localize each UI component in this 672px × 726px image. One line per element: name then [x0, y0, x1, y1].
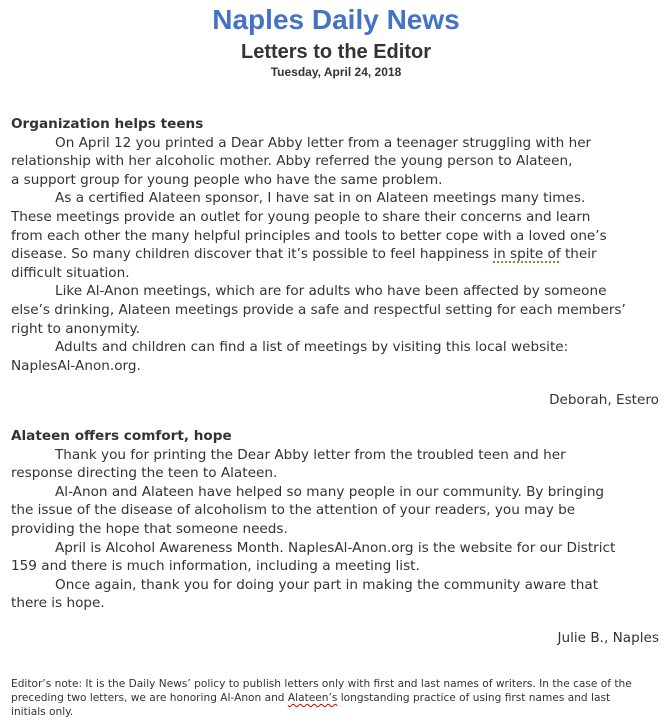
note-line: initials only. [11, 706, 74, 719]
paragraph-line: a support group for young people who have the same problem. [11, 171, 443, 188]
letter-alateen-offers-comfort [11, 427, 671, 613]
paragraph-line [11, 245, 671, 264]
letter-signature: Deborah, Estero [549, 392, 659, 408]
paragraph-line: Once again, thank you for doing your part in making the community aware that [55, 576, 599, 593]
text-span: their [560, 246, 597, 263]
paragraph-line: right to anonymity. [11, 320, 140, 337]
spelling-flagged-word[interactable]: Alateen’s [287, 692, 338, 705]
paragraph-line: 159 and there is much information, including a meeting list. [11, 558, 420, 575]
paragraph-line: Al-Anon and Alateen have helped so many people in our community. By bringing [55, 483, 605, 500]
grammar-flagged-phrase[interactable]: in spite of [493, 246, 561, 263]
note-line: Editor’s note: It is the Daily News’ policy to publish letters only with first and last names of writers. In the case of the [11, 678, 632, 690]
section-title: Letters to the Editor [240, 41, 431, 63]
paragraph-line: On April 12 you printed a Dear Abby letter from a teenager struggling with her [55, 134, 592, 151]
paragraph-line: providing the hope that someone needs. [11, 520, 288, 537]
paragraph-line: Adults and children can find a list of meetings by visiting this local website: [55, 339, 569, 356]
paragraph-line: there is hope. [11, 595, 105, 612]
paragraph-line: difficult situation. [11, 264, 130, 281]
paragraph-line: Like Al-Anon meetings, which are for adults who have been affected by someone [55, 283, 607, 300]
text-span: preceding two letters, we are honoring Al-Anon and [11, 692, 288, 705]
paragraph-line: the issue of the disease of alcoholism to the attention of your readers, you may be [11, 502, 576, 519]
paper-name: Naples Daily News [212, 4, 460, 35]
publication-date: Tuesday, April 24, 2018 [270, 65, 402, 79]
paragraph-line: response directing the teen to Alateen. [11, 465, 278, 482]
paragraph-line: NaplesAl-Anon.org. [11, 357, 141, 374]
paragraph-line: relationship with her alcoholic mother. Abby referred the young person to Alateen, [11, 153, 573, 170]
editors-note [11, 677, 671, 720]
paragraph-line: else’s drinking, Alateen meetings provide a safe and respectful setting for each members’ [11, 301, 626, 318]
letter-organization-helps-teens [11, 115, 671, 375]
text-span: disease. So many children discover that it’s possible to feel happiness [11, 246, 494, 263]
letter-title: Alateen offers comfort, hope [11, 428, 232, 444]
paragraph-line: As a certified Alateen sponsor, I have sat in on Alateen meetings many times. [55, 190, 586, 207]
text-span: longstanding practice of using first names and last [337, 692, 611, 705]
letter-signature: Julie B., Naples [557, 630, 659, 646]
paragraph-line: April is Alcohol Awareness Month. NaplesAl-Anon.org is the website for our District [55, 539, 616, 556]
paragraph-line: Thank you for printing the Dear Abby letter from the troubled teen and her [55, 446, 566, 463]
paragraph-line: These meetings provide an outlet for young people to share their concerns and learn [11, 208, 591, 225]
letter-title: Organization helps teens [11, 116, 204, 132]
paragraph-line: from each other the many helpful principles and tools to better cope with a loved one’s [11, 227, 607, 244]
note-line [11, 691, 671, 705]
